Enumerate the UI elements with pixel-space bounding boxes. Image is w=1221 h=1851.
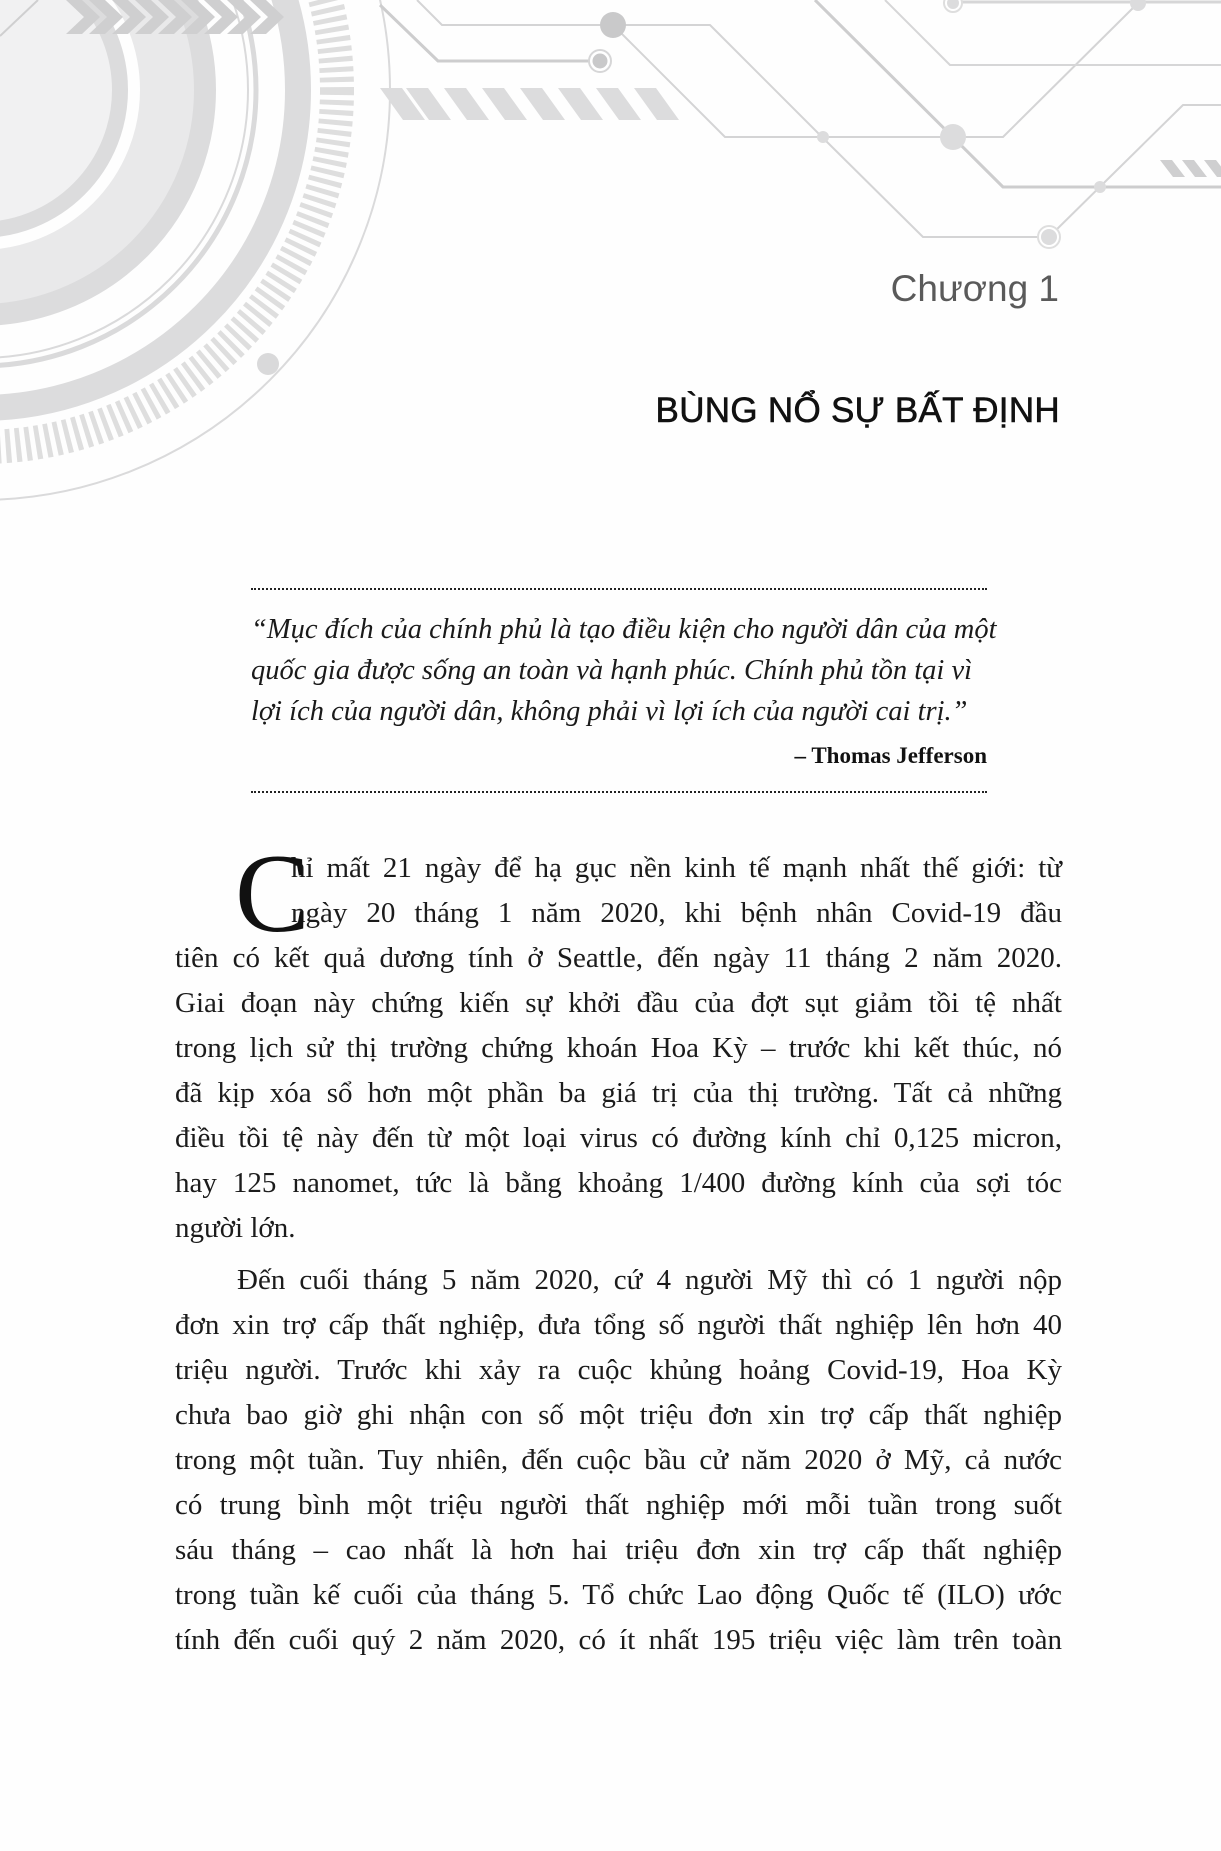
decorative-circuit-artwork: [0, 0, 1221, 640]
text-line: tính đến cuối quý 2 năm 2020, có ít nhất 195 triệu việc làm trên toàn: [175, 1624, 1062, 1656]
chapter-number: Chương 1: [890, 268, 1059, 309]
epigraph-attribution: – Thomas Jefferson: [794, 743, 987, 768]
top-dotted-divider: [251, 588, 987, 590]
text-line: có trung bình một triệu người thất nghiệp mới mỗi tuần trong suốt: [175, 1489, 1062, 1521]
text-line: Giai đoạn này chứng kiến sự khởi đầu của đợt sụt giảm tồi tệ nhất: [175, 987, 1062, 1019]
text-line: triệu người. Trước khi xảy ra cuộc khủng hoảng Covid-19, Hoa Kỳ: [175, 1354, 1062, 1386]
text-line: người lớn.: [175, 1212, 296, 1244]
text-line: chưa bao giờ ghi nhận con số một triệu đơn xin trợ cấp thất nghiệp: [175, 1399, 1062, 1431]
text-line: tiên có kết quả dương tính ở Seattle, đến ngày 11 tháng 2 năm 2020.: [175, 942, 1062, 974]
drop-cap: C: [235, 832, 310, 956]
chapter-body: [175, 832, 1062, 1663]
chapter-title: BÙNG NỔ SỰ BẤT ĐỊNH: [655, 391, 1060, 430]
text-line: hỉ mất 21 ngày để hạ gục nền kinh tế mạnh nhất thế giới: từ: [291, 852, 1062, 884]
text-line: sáu tháng – cao nhất là hơn hai triệu đơn xin trợ cấp thất nghiệp: [175, 1534, 1062, 1566]
text-line: trong một tuần. Tuy nhiên, đến cuộc bầu cử năm 2020 ở Mỹ, cả nước: [175, 1444, 1062, 1476]
quote-line: “Mục đích của chính phủ là tạo điều kiện cho người dân của một: [251, 614, 997, 645]
epigraph-block: [251, 588, 997, 793]
text-line: trong lịch sử thị trường chứng khoán Hoa Kỳ – trước khi kết thúc, nó: [175, 1032, 1062, 1064]
circuit-lines-graphic: [380, 0, 1221, 248]
epigraph-quote: [251, 609, 997, 732]
text-line: hay 125 nanomet, tức là bằng khoảng 1/400 đường kính của sợi tóc: [175, 1167, 1062, 1199]
quote-line: lợi ích của người dân, không phải vì lợi ích của người cai trị.”: [251, 696, 968, 727]
text-line: ngày 20 tháng 1 năm 2020, khi bệnh nhân Covid-19 đầu: [291, 897, 1062, 929]
concentric-circles-graphic: [0, 0, 390, 500]
quote-line: quốc gia được sống an toàn và hạnh phúc. Chính phủ tồn tại vì: [251, 655, 973, 686]
paragraph-2: [175, 1258, 1062, 1663]
text-line: đơn xin trợ cấp thất nghiệp, đưa tổng số người thất nghiệp lên hơn 40: [175, 1309, 1062, 1341]
text-line: điều tồi tệ này đến từ một loại virus có đường kính chỉ 0,125 micron,: [175, 1122, 1062, 1154]
text-line: trong tuần kế cuối của tháng 5. Tổ chức Lao động Quốc tế (ILO) ước: [175, 1579, 1062, 1611]
bottom-dotted-divider: [251, 791, 987, 793]
text-line: Đến cuối tháng 5 năm 2020, cứ 4 người Mỹ thì có 1 người nộp: [237, 1264, 1062, 1296]
text-line: đã kịp xóa sổ hơn một phần ba giá trị của thị trường. Tất cả những: [175, 1077, 1062, 1109]
paragraph-spacing: [175, 1251, 1062, 1258]
